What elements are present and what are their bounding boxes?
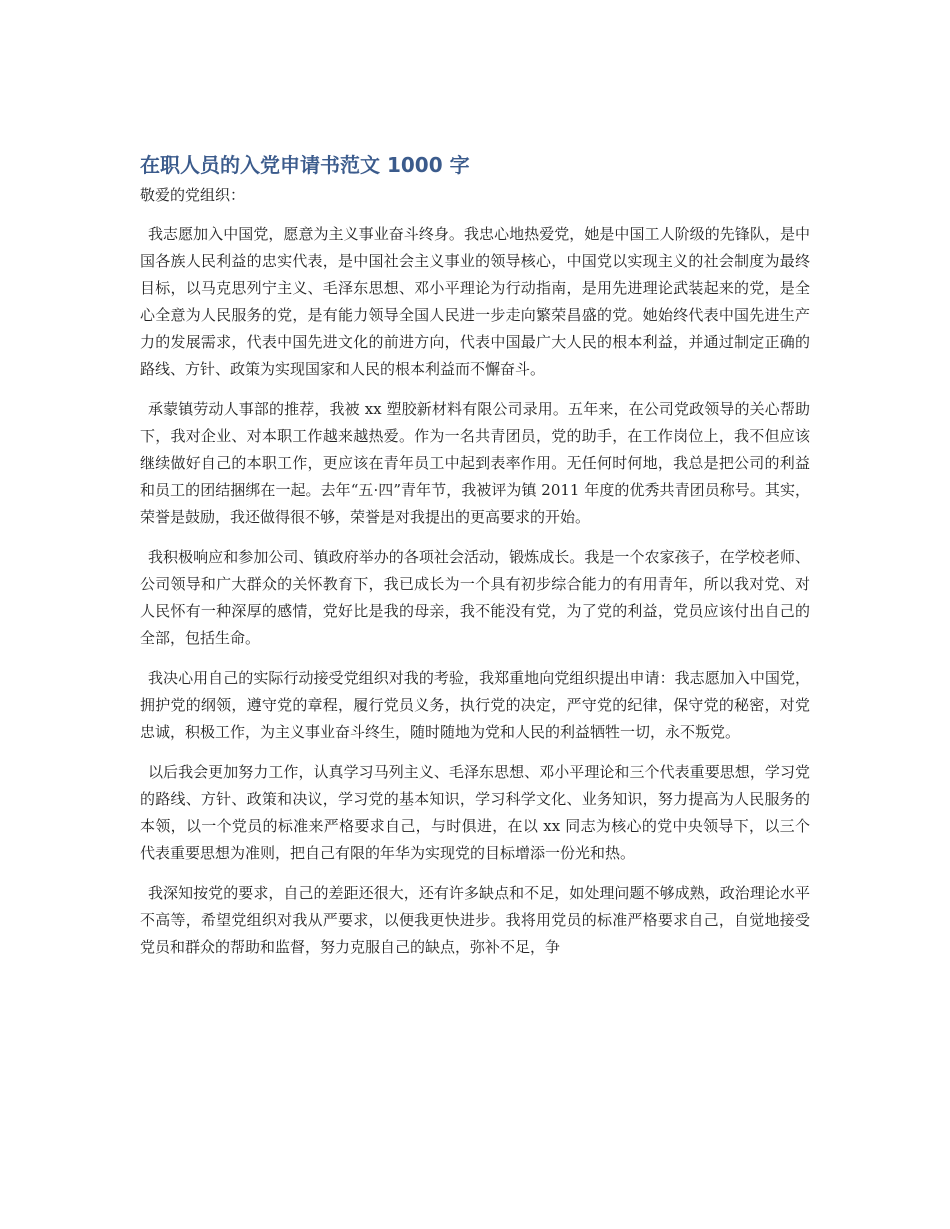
document-body [140,148,810,974]
salutation: 敬爱的党组织： [140,186,246,204]
paragraph-3: 我积极响应和参加公司、镇政府举办的各项社会活动，锻炼成长。我是一个农家孩子，在学校老师、公司领导和广大群众的关怀教育下，我已成长为一个具有初步综合能力的有用青年，所以我对党、对人民怀有一种深厚的感情，党好比是我的母亲，我不能没有党，为了党的利益，党员应该付出自己的全部，包括生命。 [140,548,810,647]
document-title: 在职人员的入党申请书范文 1000 字 [140,153,470,177]
paragraph-1: 我志愿加入中国党，愿意为主义事业奋斗终身。我忠心地热爱党，她是中国工人阶级的先锋队，是中国各族人民利益的忠实代表，是中国社会主义事业的领导核心，中国党以实现主义的社会制度为最终目标，以马克思列宁主义、毛泽东思想、邓小平理论为行动指南，是用先进理论武装起来的党，是全心全意为人民服务的党，是有能力领导全国人民进一步走向繁荣昌盛的党。她始终代表中国先进生产力的发展需求，代表中国先进文化的前进方向，代表中国最广大人民的根本利益，并通过制定正确的路线、方针、政策为实现国家和人民的根本利益而不懈奋斗。 [140,225,810,378]
paragraph-5: 以后我会更加努力工作，认真学习马列主义、毛泽东思想、邓小平理论和三个代表重要思想，学习党的路线、方针、政策和决议，学习党的基本知识，学习科学文化、业务知识，努力提高为人民服务的本领，以一个党员的标准来严格要求自己，与时俱进，在以 xx 同志为核心的党中央领导下，以三个代表重要思想为准则，把自己有限的年华为实现党的目标增添一份光和热。 [140,763,810,862]
paragraph-4: 我决心用自己的实际行动接受党组织对我的考验，我郑重地向党组织提出申请：我志愿加入中国党，拥护党的纲领，遵守党的章程，履行党员义务，执行党的决定，严守党的纪律，保守党的秘密，对党忠诚，积极工作，为主义事业奋斗终生，随时随地为党和人民的利益牺牲一切，永不叛党。 [140,669,810,741]
paragraph-6: 我深知按党的要求，自己的差距还很大，还有许多缺点和不足，如处理问题不够成熟，政治理论水平不高等，希望党组织对我从严要求，以便我更快进步。我将用党员的标准严格要求自己，自觉地接受党员和群众的帮助和监督，努力克服自己的缺点，弥补不足，争 [140,884,810,956]
paragraph-2: 承蒙镇劳动人事部的推荐，我被 xx 塑胶新材料有限公司录用。五年来，在公司党政领导的关心帮助下，我对企业、对本职工作越来越热爱。作为一名共青团员，党的助手，在工作岗位上，我不但应该继续做好自己的本职工作，更应该在青年员工中起到表率作用。无任何时何地，我总是把公司的利益和员工的团结捆绑在一起。去年“五·四”青年节，我被评为镇 2011 年度的优秀共青团员称号。其实，荣誉是鼓励，我还做得很不够，荣誉是对我提出的更高要求的开始。 [140,400,810,526]
